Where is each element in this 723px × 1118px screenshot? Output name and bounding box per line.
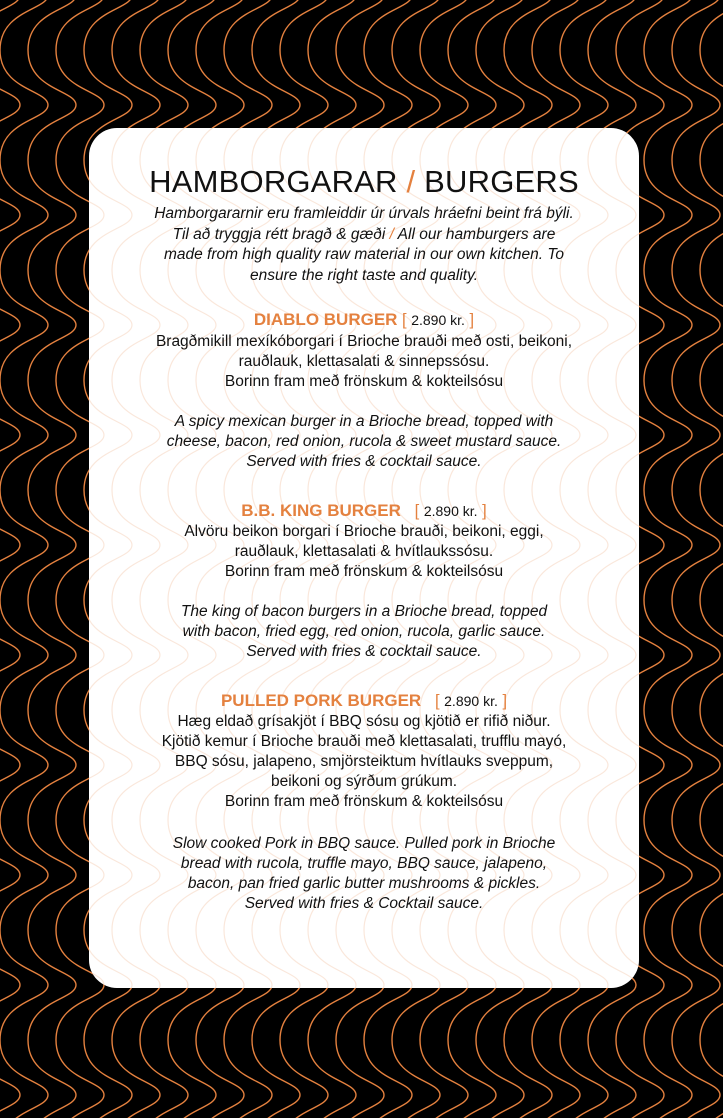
pattern-line bbox=[0, 0, 20, 1118]
description-line: bread with rucola, truffle mayo, BBQ sauce, jalapeno, bbox=[180, 855, 548, 872]
item-description-english bbox=[109, 834, 619, 914]
title-separator: / bbox=[406, 164, 416, 199]
description-line: Borinn fram með frönskum & kokteilsósu bbox=[224, 563, 504, 580]
item-description-icelandic bbox=[109, 332, 619, 392]
description-line: Served with fries & Cocktail sauce. bbox=[244, 895, 484, 912]
item-price: 2.890 kr. bbox=[444, 693, 498, 709]
intro-line-part: All our hamburgers are bbox=[397, 225, 556, 243]
description-line: BBQ sósu, jalapeno, smjörsteiktum hvítlauks sveppum, bbox=[174, 753, 554, 770]
description-line: with bacon, fried egg, red onion, rucola, garlic sauce. bbox=[182, 623, 546, 640]
price-bracket: [ bbox=[402, 311, 407, 329]
menu-item-heading bbox=[89, 310, 639, 330]
menu-card bbox=[89, 128, 639, 988]
pattern-line bbox=[672, 0, 720, 1118]
description-line: Hæg eldað grísakjöt í BBQ sósu og kjötið er rifið niður. bbox=[177, 713, 551, 730]
item-description-icelandic bbox=[109, 522, 619, 582]
menu-item-heading bbox=[89, 501, 639, 521]
menu-item-heading bbox=[89, 691, 639, 711]
intro-line: ensure the right taste and quality. bbox=[249, 266, 479, 284]
item-name: DIABLO BURGER bbox=[253, 310, 398, 329]
price-bracket: ] bbox=[482, 502, 487, 520]
pattern-line bbox=[89, 128, 104, 988]
price-bracket: ] bbox=[469, 311, 475, 329]
description-line: bacon, pan fried garlic butter mushrooms & pickles. bbox=[187, 875, 541, 892]
description-line: Bragðmikill mexíkóborgari í Brioche brauði með osti, beikoni, bbox=[155, 333, 573, 350]
description-line: Kjötið kemur í Brioche brauði með klettasalati, trufflu mayó, bbox=[161, 733, 567, 750]
pattern-line bbox=[28, 0, 76, 1118]
item-description-icelandic bbox=[109, 712, 619, 812]
price-bracket: [ bbox=[434, 692, 440, 710]
description-line: rauðlauk, klettasalati & hvítlaukssósu. bbox=[234, 543, 494, 560]
item-description-english bbox=[109, 602, 619, 662]
item-price: 2.890 kr. bbox=[411, 312, 465, 328]
description-line: Slow cooked Pork in BBQ sauce. Pulled pork in Brioche bbox=[172, 835, 556, 852]
description-line: cheese, bacon, red onion, rucola & sweet mustard sauce. bbox=[166, 433, 562, 450]
page-title bbox=[89, 164, 639, 200]
pattern-line bbox=[0, 0, 48, 1118]
intro-line bbox=[119, 225, 609, 246]
item-description-english bbox=[109, 412, 619, 472]
intro-separator: / bbox=[389, 225, 394, 243]
item-name: PULLED PORK BURGER bbox=[220, 691, 422, 710]
title-icelandic: HAMBORGARAR bbox=[149, 164, 398, 199]
intro-text bbox=[119, 204, 609, 286]
description-line: The king of bacon burgers in a Brioche bread, topped bbox=[180, 603, 548, 620]
description-line: Borinn fram með frönskum & kokteilsósu bbox=[224, 793, 504, 810]
pattern-line bbox=[644, 0, 692, 1118]
intro-line: made from high quality raw material in our own kitchen. To bbox=[163, 246, 565, 263]
description-line: beikoni og sýrðum grúkum. bbox=[270, 773, 458, 790]
title-english: BURGERS bbox=[424, 164, 579, 199]
item-name: B.B. KING BURGER bbox=[241, 501, 401, 520]
description-line: Served with fries & cocktail sauce. bbox=[246, 453, 482, 470]
description-line: Borinn fram með frönskum & kokteilsósu bbox=[224, 373, 504, 390]
item-price: 2.890 kr. bbox=[423, 503, 478, 519]
description-line: Served with fries & cocktail sauce. bbox=[246, 643, 482, 660]
intro-line-part: Til að tryggja rétt bragð & gæði bbox=[172, 225, 386, 243]
description-line: rauðlauk, klettasalati & sinnepssósu. bbox=[238, 353, 490, 370]
pattern-line bbox=[616, 128, 639, 988]
price-bracket: ] bbox=[502, 692, 508, 710]
description-line: A spicy mexican burger in a Brioche bread, topped with bbox=[174, 413, 554, 430]
description-line: Alvöru beikon borgari í Brioche brauði, beikoni, eggi, bbox=[184, 523, 544, 540]
price-bracket: [ bbox=[414, 502, 420, 520]
intro-line: Hamborgararnir eru framleiddir úr úrvals hráefni beint frá býli. bbox=[154, 205, 574, 222]
